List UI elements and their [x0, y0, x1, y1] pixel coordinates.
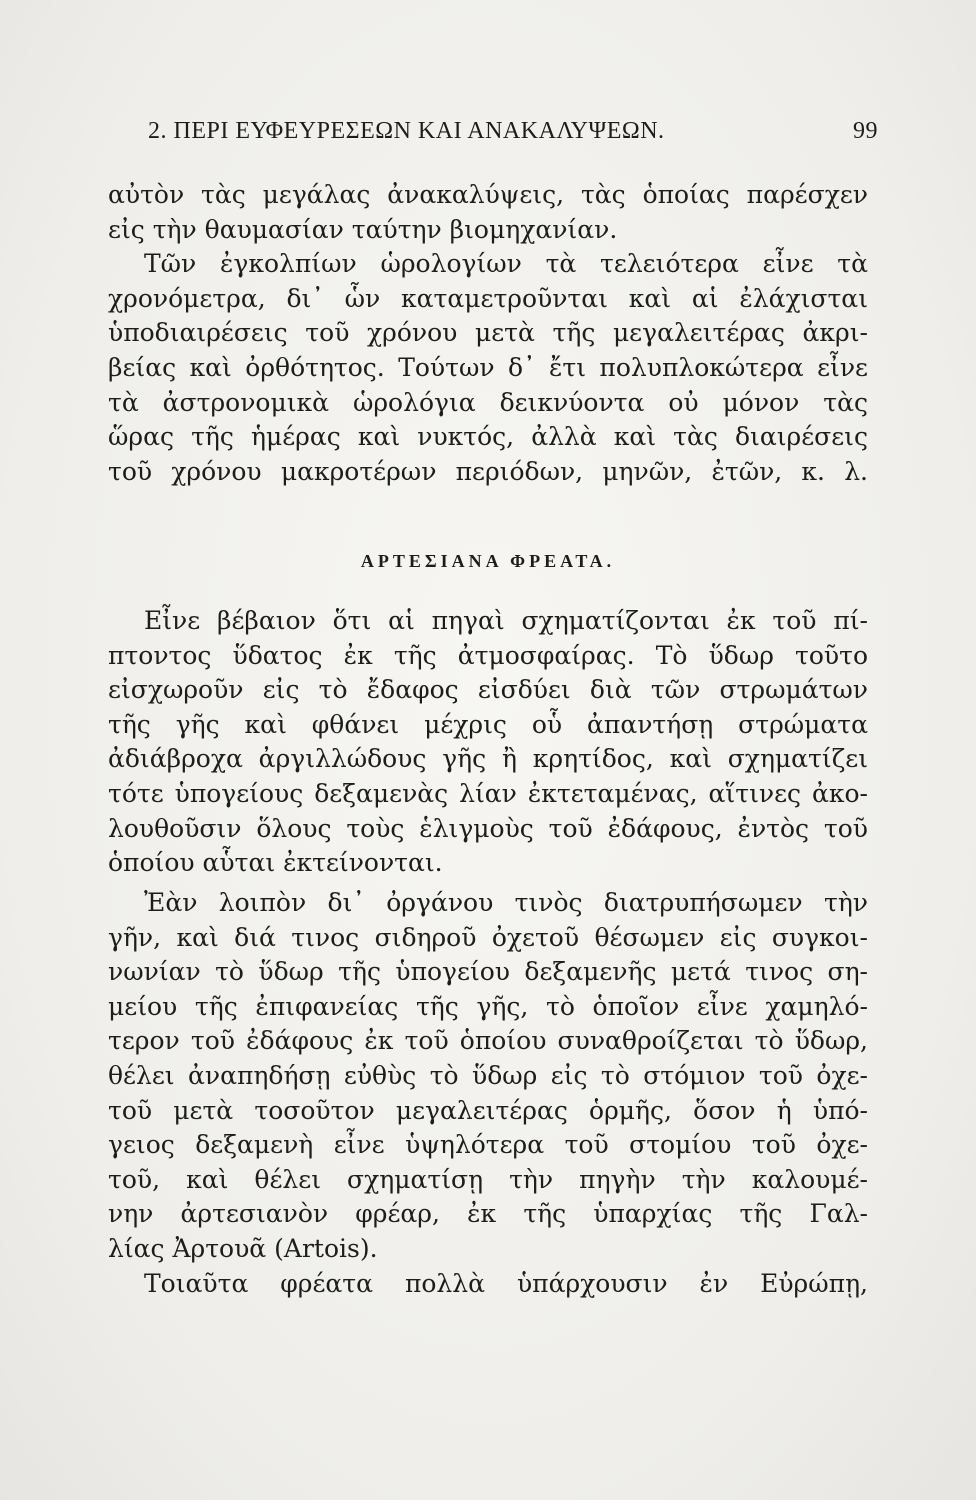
- paragraph-watches: [108, 178, 868, 489]
- text-line: εἰσχωροῦν εἰς τὸ ἔδαφος εἰσδύει διὰ τῶν στρωμάτων: [108, 675, 868, 705]
- text-line: τοῦ, καὶ θέλει σχηματίσῃ τὴν πηγὴν τὴν καλουμέ-: [108, 1164, 868, 1194]
- text-line: Τοιαῦτα φρέατα πολλὰ ὑπάρχουσιν ἐν Εὐρώπῃ,: [144, 1268, 868, 1298]
- text-line: ὥρας τῆς ἡμέρας καὶ νυκτός, ἀλλὰ καὶ τὰς διαιρέσεις: [108, 422, 868, 452]
- text-line: βείας καὶ ὀρθότητος. Τούτων δ᾽ ἔτι πολυπλοκώτερα εἶνε: [108, 352, 868, 382]
- text-line: Τῶν ἐγκολπίων ὡρολογίων τὰ τελειότερα εἶνε τὰ: [144, 249, 868, 279]
- text-line: τῆς γῆς καὶ φθάνει μέχρις οὗ ἀπαντήσῃ στρώματα: [108, 709, 868, 739]
- paragraph-springs: [108, 604, 868, 881]
- text-line: εἰς τὴν θαυμασίαν ταύτην βιομηχανίαν.: [108, 214, 618, 244]
- text-line: νωνίαν τὸ ὕδωρ τῆς ὑπογείου δεξαμενῆς μετά τινος ση-: [108, 957, 868, 987]
- text-line: ὑποδιαιρέσεις τοῦ χρόνου μετὰ τῆς μεγαλειτέρας ἀκρι-: [108, 318, 868, 348]
- text-line: τοῦ μετὰ τοσοῦτον μεγαλειτέρας ὁρμῆς, ὅσον ἡ ὑπό-: [108, 1095, 868, 1125]
- text-line: νην ἀρτεσιανὸν φρέαρ, ἐκ τῆς ὑπαρχίας τῆς Γαλ-: [108, 1199, 868, 1229]
- text-line: τοῦ χρόνου μακροτέρων περιόδων, μηνῶν, ἐτῶν, κ. λ.: [108, 456, 868, 486]
- section-heading: ΑΡΤΕΣΙΑΝΑ ΦΡΕΑΤΑ.: [360, 551, 616, 571]
- text-line: αὐτὸν τὰς μεγάλας ἀνακαλύψεις, τὰς ὁποίας παρέσχεν: [108, 180, 868, 209]
- text-line: θέλει ἀναπηδήσῃ εὐθὺς τὸ ὕδωρ εἰς τὸ στόμιον τοῦ ὀχε-: [108, 1060, 868, 1090]
- text-line: λουθοῦσιν ὅλους τοὺς ἑλιγμοὺς τοῦ ἐδάφους, ἐντὸς τοῦ: [108, 813, 868, 843]
- section-title: 2. ΠΕΡΙ ΕΥΦΕΥΡΕΣΕΩΝ ΚΑΙ ΑΝΑΚΑΛΥΨΕΩΝ.: [148, 118, 665, 144]
- text-line: μείου τῆς ἐπιφανείας τῆς γῆς, τὸ ὁποῖον εἶνε χαμηλό-: [108, 991, 868, 1021]
- text-line: τερον τοῦ ἐδάφους ἐκ τοῦ ὁποίου συναθροίζεται τὸ ὕδωρ,: [108, 1026, 868, 1056]
- text-line: γῆν, καὶ διά τινος σιδηροῦ ὀχετοῦ θέσωμεν εἰς συγκοι-: [108, 922, 868, 952]
- running-header: [148, 118, 878, 158]
- text-line: Ἐὰν λοιπὸν δι᾽ ὀργάνου τινὸς διατρυπήσωμεν τὴν: [144, 888, 868, 917]
- text-line: χρονόμετρα, δι᾽ ὧν καταμετροῦνται καὶ αἱ ἐλάχισται: [108, 283, 868, 313]
- text-line: ὁποίου αὗται ἐκτείνονται.: [108, 848, 443, 878]
- paragraph-artesian-wells: [108, 886, 868, 1301]
- text-line: πτοντος ὕδατος ἐκ τῆς ἀτμοσφαίρας. Τὸ ὕδωρ τοῦτο: [108, 640, 868, 670]
- text-line: γειος δεξαμενὴ εἶνε ὑψηλότερα τοῦ στομίου τοῦ ὀχε-: [108, 1130, 868, 1160]
- text-line: Εἶνε βέβαιον ὅτι αἱ πηγαὶ σχηματίζονται ἐκ τοῦ πί-: [144, 606, 868, 635]
- text-line: λίας Ἀρτουᾶ (Artois).: [108, 1233, 378, 1263]
- text-line: ἀδιάβροχα ἀργιλλώδους γῆς ἢ κρητίδος, καὶ σχηματίζει: [108, 744, 868, 774]
- page-number: 99: [853, 118, 878, 144]
- text-line: τότε ὑπογείους δεξαμενὰς λίαν ἐκτεταμένας, αἵτινες ἀκο-: [108, 778, 868, 808]
- text-line: τὰ ἀστρονομικὰ ὡρολόγια δεικνύοντα οὐ μόνον τὰς: [108, 387, 868, 417]
